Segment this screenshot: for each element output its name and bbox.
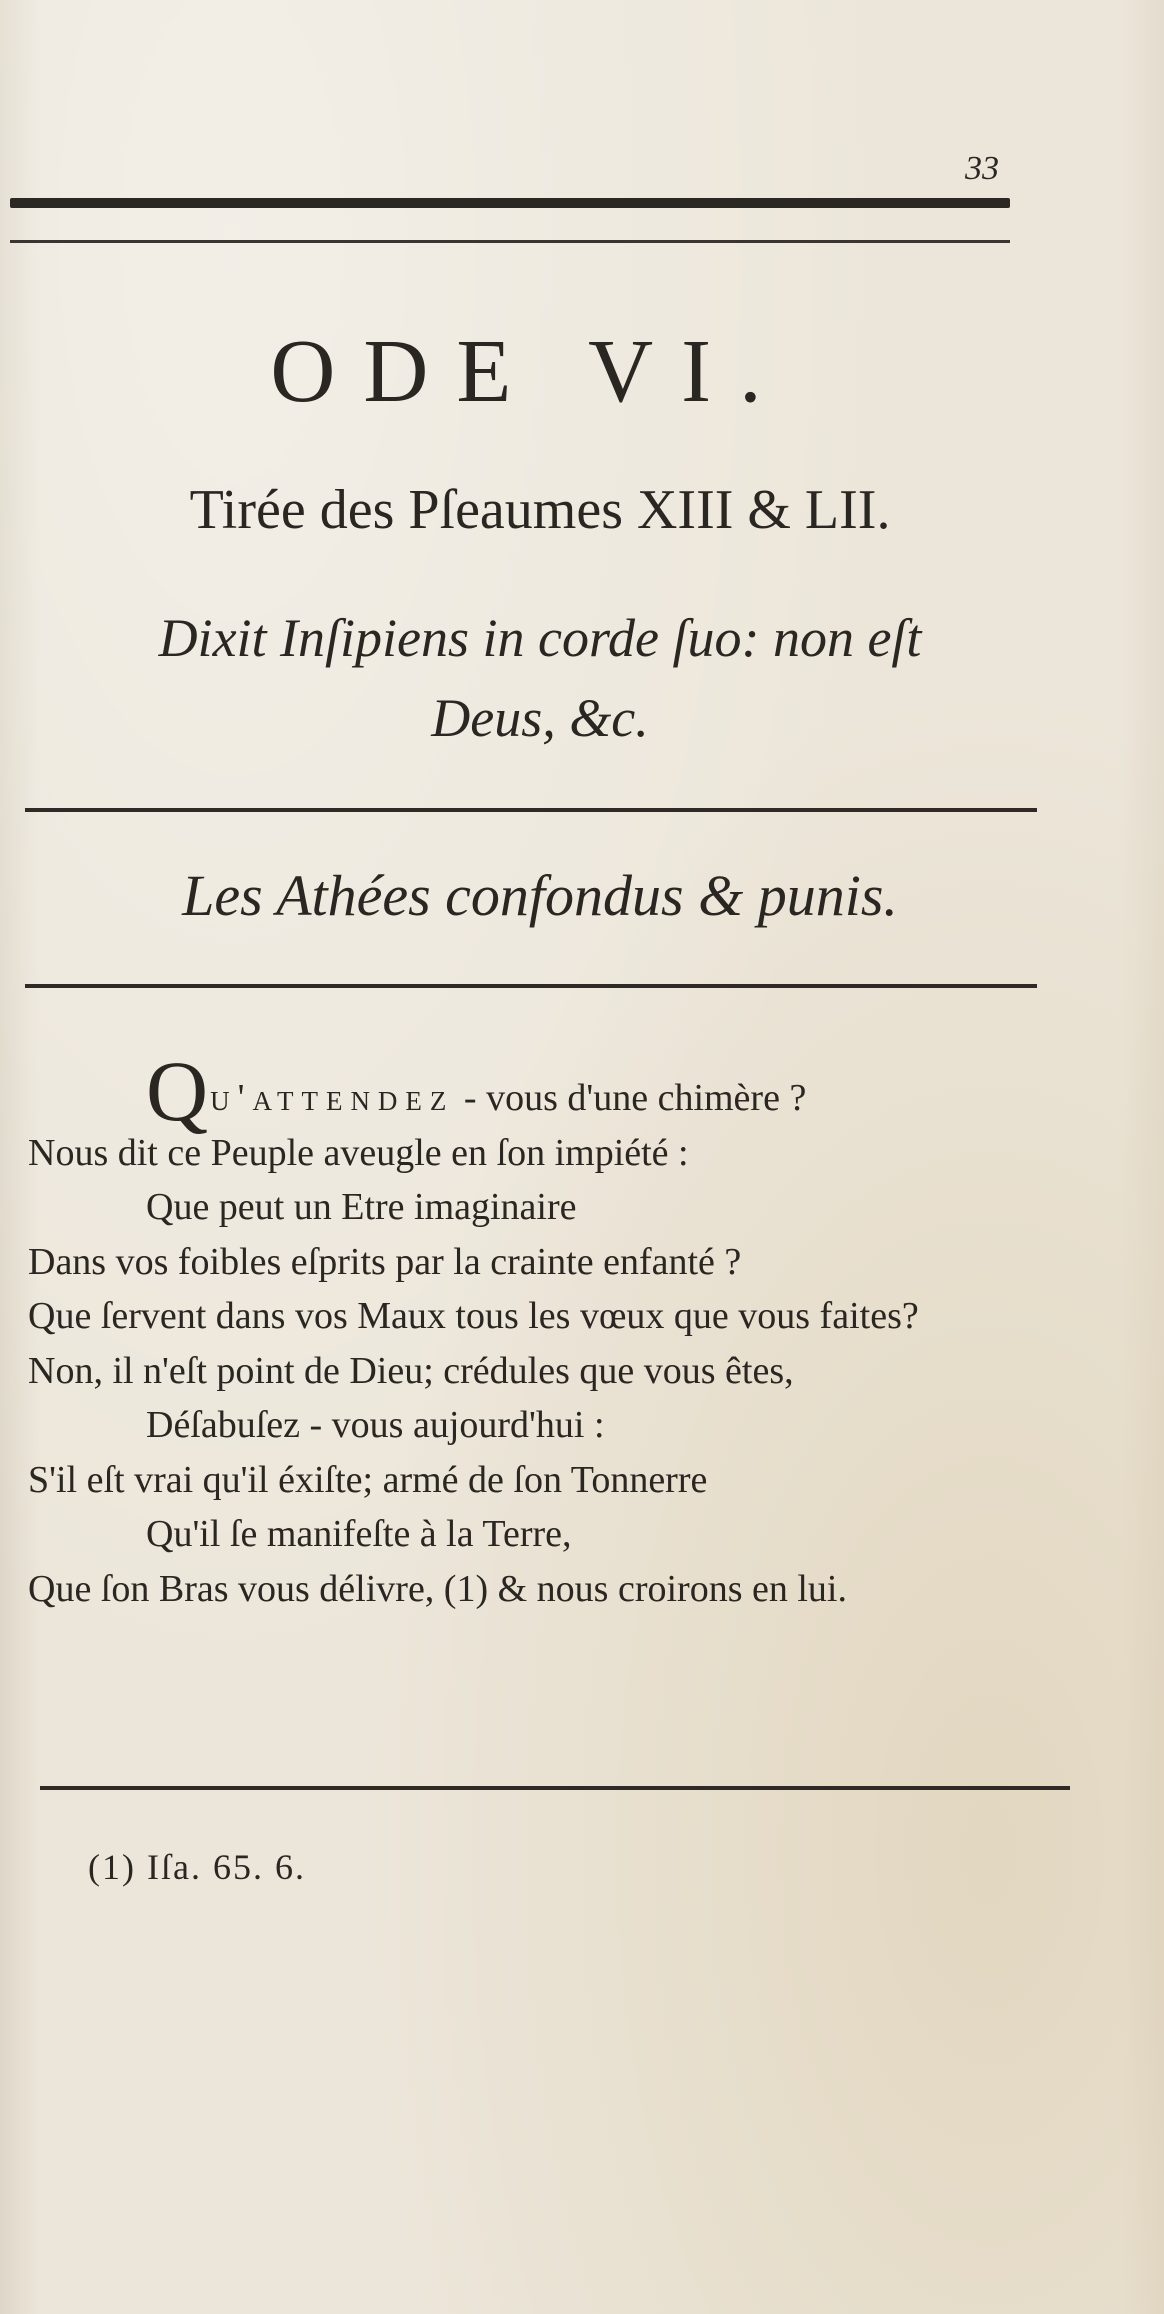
poem-line-8: S'il eſt vrai qu'il éxiſte; armé de ſon Tonnerre (28, 1458, 708, 1501)
divider-rule-1 (25, 808, 1037, 812)
poem-line-1-rest: - vous d'une chimère ? (463, 1077, 807, 1119)
page-number: 33 (965, 150, 999, 187)
divider-rule-2 (25, 984, 1037, 988)
poem-line-1-smallcaps: u'attendez (210, 1077, 455, 1119)
top-rule-thick (10, 198, 1010, 208)
poem-line-1 (28, 1043, 1128, 1139)
poem-line-2: Nous dit ce Peuple aveugle en ſon impiété : (28, 1131, 689, 1174)
epigraph-line-1: Dixit Inſipiens in corde ſuo: non eſt (158, 608, 922, 668)
poem-line-6: Non, il n'eſt point de Dieu; crédules que vous êtes, (28, 1349, 794, 1392)
epigraph-line-2: Deus, &c. (431, 688, 649, 748)
poem-stanza (28, 1043, 1128, 1616)
poem-line-4: Dans vos foibles eſprits par la crainte enfanté ? (28, 1240, 742, 1283)
poem-line-5: Que ſervent dans vos Maux tous les vœux que vous faites? (28, 1295, 919, 1337)
ode-subtitle: Tirée des Pſeaumes XIII & LII. (189, 479, 891, 541)
drop-cap: Q (146, 1043, 209, 1139)
poem-line-10: Que ſon Bras vous délivre, (1) & nous croirons en lui. (28, 1567, 847, 1610)
top-rule-thin (10, 240, 1010, 243)
latin-epigraph (0, 598, 1080, 758)
ode-title: ODE VI. (270, 322, 790, 421)
poem-line-3: Que peut un Etre imaginaire (146, 1186, 577, 1228)
footnote: (1) Iſa. 65. 6. (88, 1847, 306, 1887)
section-heading: Les Athées confondus & punis. (182, 863, 898, 928)
poem-line-7: Déſabuſez - vous aujourd'hui : (146, 1404, 605, 1446)
footnote-rule (40, 1786, 1070, 1790)
poem-line-9: Qu'il ſe manifeſte à la Terre, (146, 1513, 572, 1555)
